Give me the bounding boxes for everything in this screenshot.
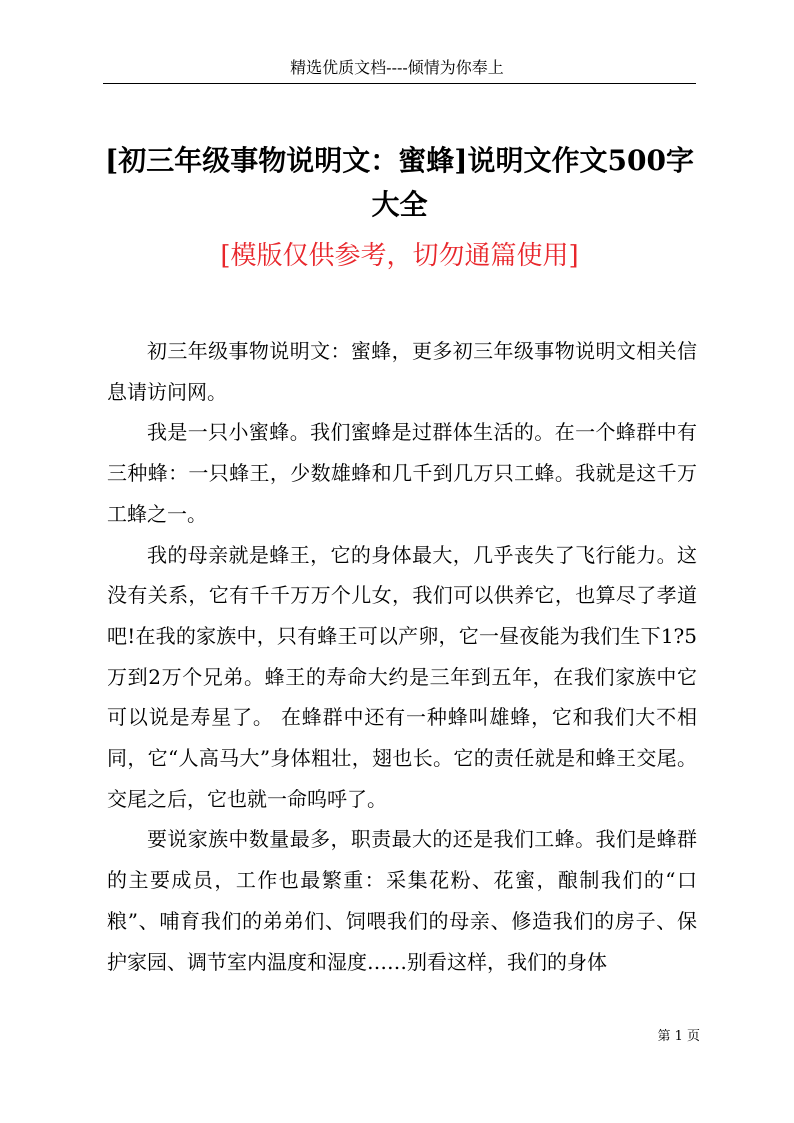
document-subtitle: [模版仅供参考，切勿通篇使用] (220, 241, 579, 271)
body-paragraph: 我是一只小蜜蜂。我们蜜蜂是过群体生活的。在一个蜂群中有三种蜂：一只蜂王，少数雄蜂和几千到几万只工蜂。我就是这千万工蜂之一。 (107, 420, 697, 526)
header-divider (103, 83, 696, 84)
page-header: 精选优质文档----倾情为你奉上 (290, 58, 504, 77)
body-paragraph: 初三年级事物说明文：蜜蜂，更多初三年级事物说明文相关信息请访问网。 (107, 339, 697, 404)
page-number: 第 1 页 (657, 1029, 700, 1044)
body-paragraph: 我的母亲就是蜂王，它的身体最大，几乎丧失了飞行能力。这没有关系，它有千千万万个儿女，我们可以供养它，也算尽了孝道吧!在我的家族中，只有蜂王可以产卵，它一昼夜能为我们生下1?5万到2万个兄弟。蜂王的寿命大约是三年到五年，在我们家族中它可以说是寿星了。 在蜂群中还有一种蜂叫雄蜂，它和我们大不相同，它“人高马大”身体粗壮，翅也长。它的责任就是和蜂王交尾。交尾之后，它也就一命呜呼了。 (107, 542, 697, 811)
body-paragraph: 要说家族中数量最多，职责最大的还是我们工蜂。我们是蜂群的主要成员，工作也最繁重：采集花粉、花蜜，酿制我们的“口粮”、哺育我们的弟弟们、饲喂我们的母亲、修造我们的房子、保护家园、调节室内温度和湿度……别看这样，我们的身体 (107, 827, 697, 974)
document-body (107, 331, 697, 982)
document-title: [初三年级事物说明文：蜜蜂]说明文作文500字大全 (105, 144, 694, 221)
